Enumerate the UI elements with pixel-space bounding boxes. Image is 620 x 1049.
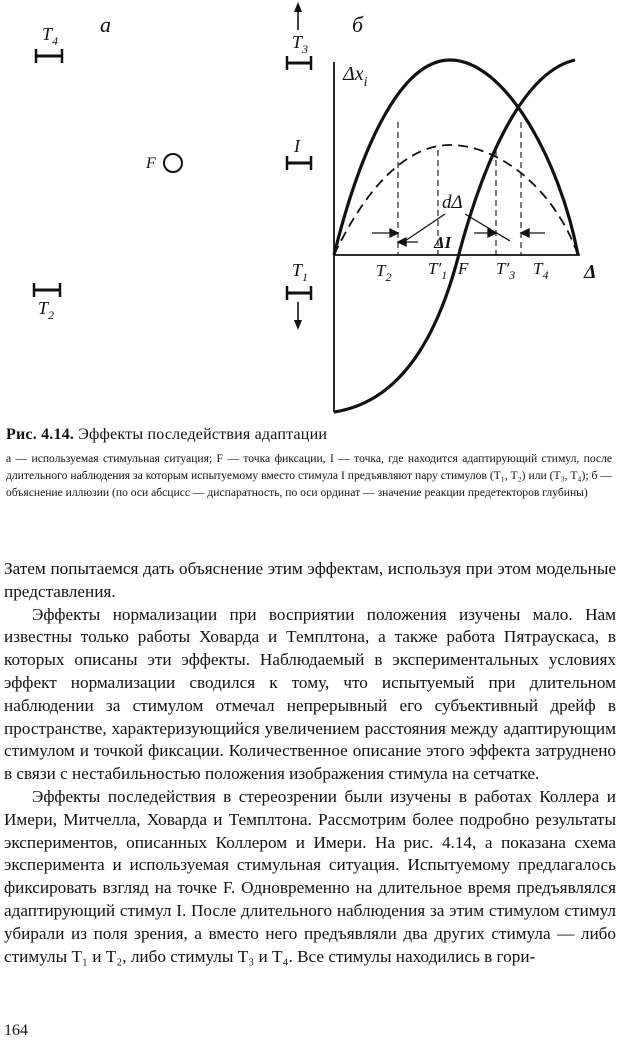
stimulus-i	[287, 136, 311, 170]
y-axis-label: Δx	[343, 63, 364, 85]
paragraph-1: Затем попытаемся дать объяснение этим эффектам, используя при этом модельные представления.	[4, 559, 616, 601]
t1-label: T	[292, 260, 303, 280]
svg-text:T1	[292, 260, 308, 284]
fixation-point	[145, 154, 182, 172]
page-number: 164	[4, 1022, 28, 1039]
tick-t3p: T′	[496, 259, 510, 278]
response-curve-bold-left	[334, 60, 578, 255]
delta-i-label: ΔI	[434, 233, 452, 252]
panel-a-label: а	[100, 12, 111, 37]
paragraph-2: Эффекты нормализации при восприятии положения изучены мало. Нам известны только работы Ховарда и Темплтона, а также работа Пятраускаса, в которых описаны эти эффекты. Наблюдаемый в экспериментальных условиях эффект нормализации сводился к тому, что испытуемый при длительном наблюдении за стимулом отмечал непрерывный его субъективный дрейф в пространстве, характеризующийся увеличением расстояния между адаптирующим стимулом и точкой фиксации. Количественное описание этого эффекта затруднено в связи с нестабильностью положения изображения стимула на сетчатке.	[4, 604, 616, 784]
caption-title	[6, 426, 612, 444]
caption-title-text: Эффекты последействия адаптации	[78, 426, 328, 443]
caption-label: Рис. 4.14.	[6, 426, 75, 443]
tick-t2-sub: 2	[385, 270, 392, 284]
t4-sub: 4	[52, 34, 59, 48]
stimulus-t4	[36, 24, 62, 63]
body-text	[4, 558, 616, 968]
tick-t4-sub: 4	[542, 268, 549, 282]
svg-text:Δxi	[342, 63, 368, 90]
d-delta-label: dΔ	[442, 192, 463, 213]
fixation-label: F	[146, 155, 156, 172]
figure-caption	[6, 426, 612, 501]
caption-body: а — используемая стимульная ситуация; F — точка фиксации, I — точка, где находится адаптирующий стимул, после длительного наблюдения за которым испытуемому вместо стимула I предъявляют пару стимулов (T₁, T₂) или (T₃, T₄); б — объяснение иллюзии (по оси абсцисс — диспаратность, по оси ординат — значение реакции предетекторов глубины)	[6, 452, 612, 499]
guide-lines	[398, 122, 521, 255]
d-delta-arrows	[372, 214, 545, 246]
svg-text:T′1	[428, 259, 447, 282]
svg-text:T4	[42, 24, 58, 48]
y-axis-sub: i	[363, 75, 368, 90]
svg-text:T2	[38, 298, 54, 322]
x-axis-label: Δ	[584, 261, 597, 283]
i-label: I	[294, 136, 300, 156]
panel-b-label: б	[352, 12, 364, 37]
response-curve-bold-s	[334, 60, 575, 412]
t2-sub: 2	[48, 308, 55, 322]
stimulus-t3	[287, 2, 311, 70]
figure-4-14	[0, 0, 620, 425]
tick-t4: T	[533, 259, 543, 278]
tick-t2: T	[376, 261, 386, 280]
svg-text:T2	[376, 261, 391, 284]
tick-t3p-sub: 3	[509, 268, 516, 282]
svg-text:T′3	[496, 259, 515, 282]
paragraph-3: Эффекты последействия в стереозрении были изучены в работах Коллера и Имери, Митчелла, Ховарда и Темплтона. Рассмотрим более подробно результаты экспериментов, описанных Коллером и Имери. На рис. 4.14, а показана схема эксперимента и используемая стимульная ситуация. Испытуемому предлагалось фиксировать взгляд на точке F. Одновременно на длительное время предъявлялся адаптирующий стимул I. После длительного наблюдения за этим стимулом стимул убирали из поля зрения, а вместо него предъявляли два других стимула — либо стимулы T₁ и T₂, либо стимулы T₃ и T₄. Все стимулы находились в гори-	[4, 786, 616, 966]
stimulus-t2	[34, 283, 60, 322]
t3-sub: 3	[302, 42, 309, 56]
t2-label: T	[38, 298, 49, 318]
tick-f: F	[458, 259, 469, 278]
t4-label: T	[42, 24, 53, 44]
svg-text:T3	[292, 32, 308, 56]
tick-t1p-sub: 1	[441, 268, 448, 282]
t3-label: T	[292, 32, 303, 52]
stimulus-t1	[287, 260, 311, 330]
t1-sub: 1	[302, 270, 309, 284]
svg-text:T4	[533, 259, 548, 282]
tick-t1p: T′	[428, 259, 442, 278]
